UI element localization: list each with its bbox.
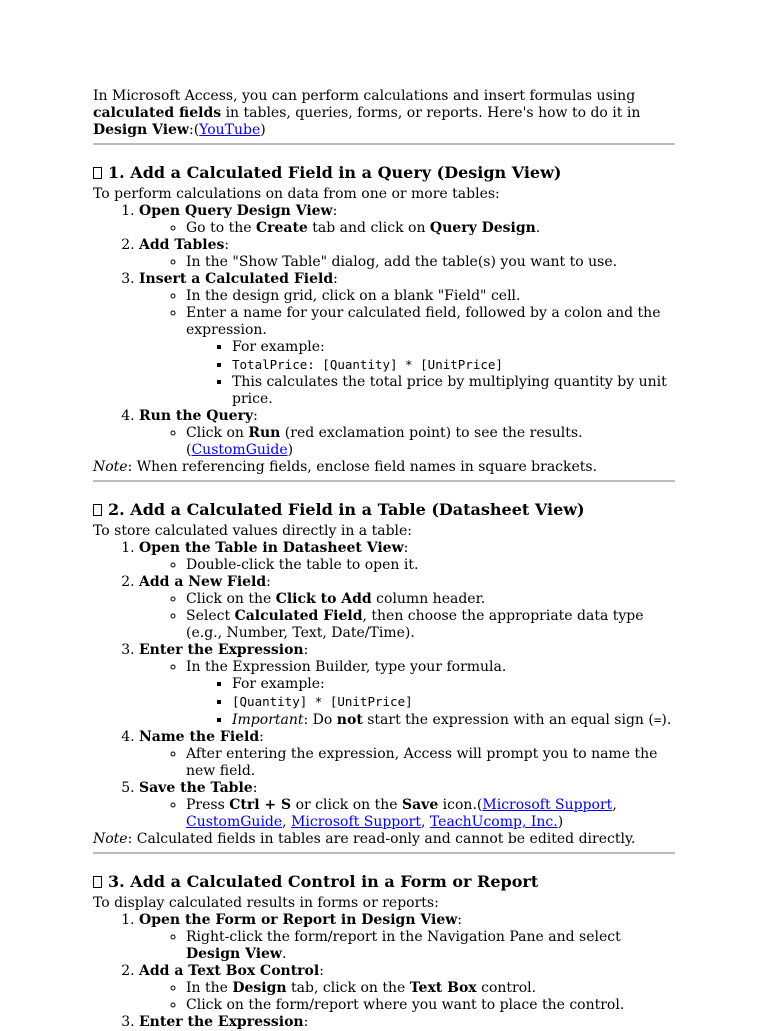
italic-text: Important — [232, 712, 304, 728]
step-title: Name the Field — [139, 729, 260, 745]
step-title: Enter the Expression — [139, 642, 304, 658]
placeholder-box-icon — [93, 504, 102, 516]
substep-item — [186, 659, 675, 729]
substep-list — [139, 797, 675, 831]
bold-text: Save — [402, 797, 439, 813]
text: tab and click on — [307, 220, 430, 236]
substep-list — [139, 980, 675, 1014]
colon: : — [252, 780, 258, 796]
bold-text: Query Design — [429, 220, 536, 236]
section-3-title: 3. Add a Calculated Control in a Form or Report — [108, 872, 539, 891]
section-1-steps — [93, 203, 675, 459]
substep-item — [186, 608, 675, 642]
youtube-link[interactable]: YouTube — [199, 122, 261, 138]
text: control. — [476, 980, 537, 996]
text: start the expression with an equal sign ( — [362, 712, 654, 728]
colon: : — [403, 540, 409, 556]
colon: : — [224, 237, 230, 253]
bold-text: Text Box — [409, 980, 477, 996]
bold-text: Ctrl + S — [229, 797, 292, 813]
text: Go to the — [186, 220, 256, 236]
text: ). — [661, 712, 672, 728]
example-item — [232, 356, 675, 374]
code-snippet: = — [653, 712, 662, 727]
substep-list — [139, 746, 675, 780]
substep-list — [139, 288, 675, 408]
divider — [93, 480, 675, 482]
text: Click on the — [186, 591, 276, 607]
substep-item — [186, 980, 675, 997]
intro-paragraph — [93, 88, 675, 139]
text: , then choose the appropriate data type (e.g., Number, Text, Date/Time). — [186, 608, 644, 641]
section-1-heading — [93, 163, 675, 183]
step-title: Enter the Expression — [139, 1014, 304, 1030]
note-text: : Calculated fields in tables are read-only and cannot be edited directly. — [127, 831, 636, 847]
substep-item — [186, 591, 675, 608]
text: (red exclamation point) to see the results.( — [186, 425, 583, 458]
colon: : — [303, 642, 309, 658]
text: In the — [186, 980, 233, 996]
colon: : — [266, 574, 271, 590]
example-item: ▪ For example: — [232, 339, 675, 356]
substep-item: ◦ Double-click the table to open it. — [186, 557, 675, 574]
step-title: Insert a Calculated Field — [139, 271, 334, 287]
bold-text: Create — [255, 220, 308, 236]
substep-item: ◦ In the design grid, click on a blank "Field" cell. — [186, 288, 675, 305]
text: or click on the — [291, 797, 402, 813]
text: , — [282, 814, 292, 830]
section-2-heading — [93, 500, 675, 520]
step-title: Open the Form or Report in Design View — [139, 912, 458, 928]
text: , — [421, 814, 430, 830]
section-1-title: 1. Add a Calculated Field in a Query (Design View) — [108, 163, 562, 182]
substep-list — [139, 557, 675, 574]
placeholder-box-icon — [93, 167, 102, 179]
colon: : — [253, 408, 258, 424]
text: : Do — [303, 712, 337, 728]
example-item: ▪ This calculates the total price by multiplying quantity by unit price. — [232, 374, 675, 408]
substep-item — [186, 305, 675, 408]
code-snippet: TotalPrice: [Quantity] * [UnitPrice] — [232, 357, 503, 372]
section-3-heading — [93, 872, 675, 892]
substep-list — [139, 929, 675, 963]
intro-bold-design-view: Design View — [93, 122, 189, 138]
colon: : — [303, 1014, 309, 1030]
substep-list — [139, 254, 675, 271]
substep-item: ◦ Click on the form/report where you want to place the control. — [186, 997, 675, 1014]
step-item — [139, 963, 675, 1014]
placeholder-box-icon — [93, 876, 102, 888]
text: Select — [186, 608, 235, 624]
step-title: Add a Text Box Control — [139, 963, 320, 979]
substep-item — [186, 220, 675, 237]
step-item — [139, 574, 675, 642]
step-item — [139, 540, 675, 574]
text: icon.( — [438, 797, 483, 813]
note-text: : When referencing fields, enclose field names in square brackets. — [127, 459, 598, 475]
step-item — [139, 729, 675, 780]
customguide-link[interactable]: CustomGuide — [191, 442, 288, 458]
text: tab, click on the — [286, 980, 410, 996]
example-list — [186, 339, 675, 408]
step-title: Add Tables — [139, 237, 225, 253]
note-label: Note — [93, 459, 128, 475]
section-3-steps — [93, 912, 675, 1031]
substep-list — [139, 591, 675, 642]
text: In the Expression Builder, type your formula. — [186, 659, 507, 675]
bold-text: Design — [232, 980, 287, 996]
step-title: Run the Query — [139, 408, 254, 424]
microsoft-support-link[interactable]: Microsoft Support — [482, 797, 613, 813]
substep-item — [186, 797, 675, 831]
section-3-lead: To display calculated results in forms or reports: — [93, 895, 439, 911]
colon: : — [333, 271, 338, 287]
substep-item: ◦ In the "Show Table" dialog, add the table(s) you want to use. — [186, 254, 675, 271]
step-item — [139, 1014, 675, 1031]
note-label: Note — [93, 831, 128, 847]
teachucomp-link[interactable]: TeachUcomp, Inc. — [429, 814, 558, 830]
colon: : — [332, 203, 338, 219]
divider — [93, 852, 675, 854]
intro-text: in tables, queries, forms, or reports. Here's how to do it in — [221, 105, 641, 121]
bold-text: Design View — [186, 946, 282, 962]
example-item: ▪ For example: — [232, 676, 675, 693]
colon: : — [457, 912, 462, 928]
step-item — [139, 271, 675, 408]
text: column header. — [371, 591, 486, 607]
example-item — [232, 711, 675, 729]
intro-text: :( — [188, 122, 200, 138]
intro-text: In Microsoft Access, you can perform calculations and insert formulas using — [93, 88, 636, 104]
step-item — [139, 912, 675, 963]
text: Right-click the form/report in the Navigation Pane and select — [186, 929, 621, 945]
step-item — [139, 237, 675, 271]
text: , — [612, 797, 617, 813]
step-item — [139, 642, 675, 729]
step-title: Add a New Field — [139, 574, 267, 590]
step-item — [139, 408, 675, 459]
bold-text: Run — [248, 425, 281, 441]
section-2-title: 2. Add a Calculated Field in a Table (Datasheet View) — [108, 500, 585, 519]
section-2-note — [93, 831, 675, 848]
bold-text: Calculated Field — [234, 608, 363, 624]
colon: : — [259, 729, 264, 745]
substep-item — [186, 425, 675, 459]
substep-item — [186, 929, 675, 963]
example-list — [186, 676, 675, 729]
code-snippet: [Quantity] * [UnitPrice] — [232, 694, 413, 709]
colon: : — [319, 963, 324, 979]
customguide-link[interactable]: CustomGuide — [186, 814, 283, 830]
step-title: Save the Table — [139, 780, 253, 796]
step-item — [139, 203, 675, 237]
bold-text: Click to Add — [275, 591, 372, 607]
text: Press — [186, 797, 230, 813]
substep-list — [139, 425, 675, 459]
step-title: Open Query Design View — [139, 203, 333, 219]
text: Click on — [186, 425, 249, 441]
text: . — [535, 220, 541, 236]
step-item — [139, 780, 675, 831]
document-body — [93, 88, 675, 1031]
text: ) — [287, 442, 294, 458]
substep-item: ◦ After entering the expression, Access will prompt you to name the new field. — [186, 746, 675, 780]
step-title: Open the Table in Datasheet View — [139, 540, 404, 556]
text: ) — [557, 814, 564, 830]
section-1-lead: To perform calculations on data from one or more tables: — [93, 186, 500, 202]
example-item — [232, 693, 675, 711]
text: Enter a name for your calculated field, followed by a colon and the expression. — [186, 305, 661, 338]
substep-list — [139, 659, 675, 729]
text: . — [281, 946, 287, 962]
bold-text: not — [336, 712, 363, 728]
section-1-note — [93, 459, 675, 476]
section-2-lead: To store calculated values directly in a table: — [93, 523, 413, 539]
divider — [93, 143, 675, 145]
intro-text: ) — [260, 122, 266, 138]
microsoft-support-link[interactable]: Microsoft Support — [291, 814, 422, 830]
section-2-steps — [93, 540, 675, 831]
intro-bold-calculated-fields: calculated fields — [93, 105, 222, 121]
substep-list — [139, 220, 675, 237]
